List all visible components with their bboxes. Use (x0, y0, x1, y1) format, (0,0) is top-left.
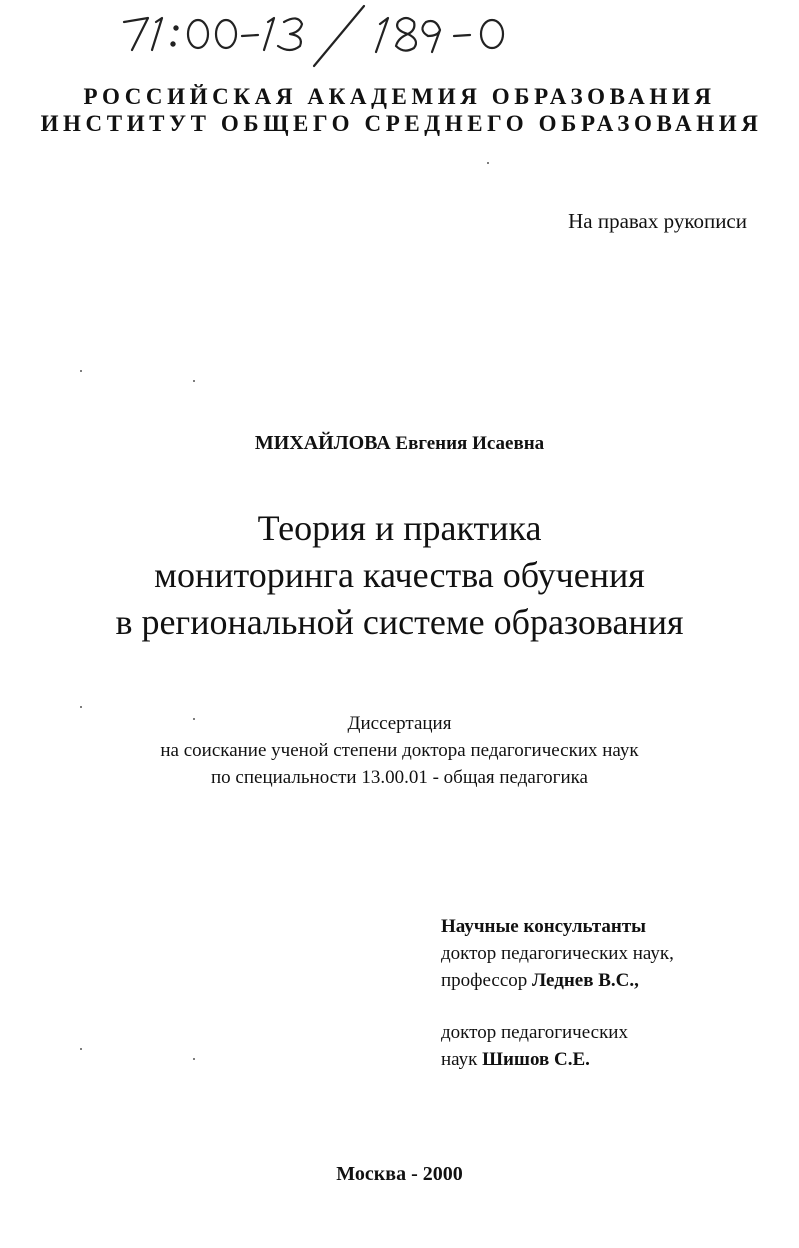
scan-speck (80, 706, 82, 708)
scan-speck (193, 718, 195, 720)
scan-speck (487, 162, 489, 164)
consultant-2-degree: доктор педагогических (441, 1022, 628, 1043)
scan-speck (80, 370, 82, 372)
consultants-block (441, 913, 674, 1073)
author-name (0, 432, 799, 455)
dissertation-info (0, 710, 799, 791)
title-line-3: в региональной системе образования (115, 602, 684, 642)
scan-speck (193, 1058, 195, 1060)
consultant-1-degree: доктор педагогических наук, (441, 943, 674, 964)
specialty: по специальности 13.00.01 - общая педагогика (211, 767, 588, 788)
handwritten-archive-code (118, 0, 548, 70)
institution-line-2: ИНСТИТУТ ОБЩЕГО СРЕДНЕГО ОБРАЗОВАНИЯ (40, 111, 763, 136)
scan-speck (80, 1048, 82, 1050)
consultant-2-title-name (441, 1046, 674, 1073)
author-given-names: Евгения Исаевна (395, 433, 545, 454)
consultants-heading: Научные консультанты (441, 916, 647, 937)
dissertation-title (0, 505, 799, 646)
consultant-2-prefix: наук (441, 1049, 483, 1070)
city-year: Москва - 2000 (336, 1163, 463, 1185)
dissertation-type: Диссертация (347, 713, 452, 734)
scan-speck (193, 380, 195, 382)
title-line-1: Теория и практика (257, 508, 542, 548)
title-line-2: мониторинга качества обучения (154, 555, 645, 595)
author-surname: МИХАЙЛОВА (254, 432, 391, 454)
institution-line-1: РОССИЙСКАЯ АКАДЕМИЯ ОБРАЗОВАНИЯ (83, 84, 716, 109)
consultant-1-name: Леднев В.С., (532, 970, 639, 991)
consultant-1-prefix: профессор (441, 970, 533, 991)
manuscript-rights-note: На правах рукописи (568, 209, 747, 233)
consultants-gap (441, 994, 674, 1019)
consultant-2-name: Шишов С.Е. (482, 1049, 590, 1070)
degree-sought: на соискание ученой степени доктора педагогических наук (160, 740, 639, 761)
consultant-1-title-name (441, 967, 674, 994)
